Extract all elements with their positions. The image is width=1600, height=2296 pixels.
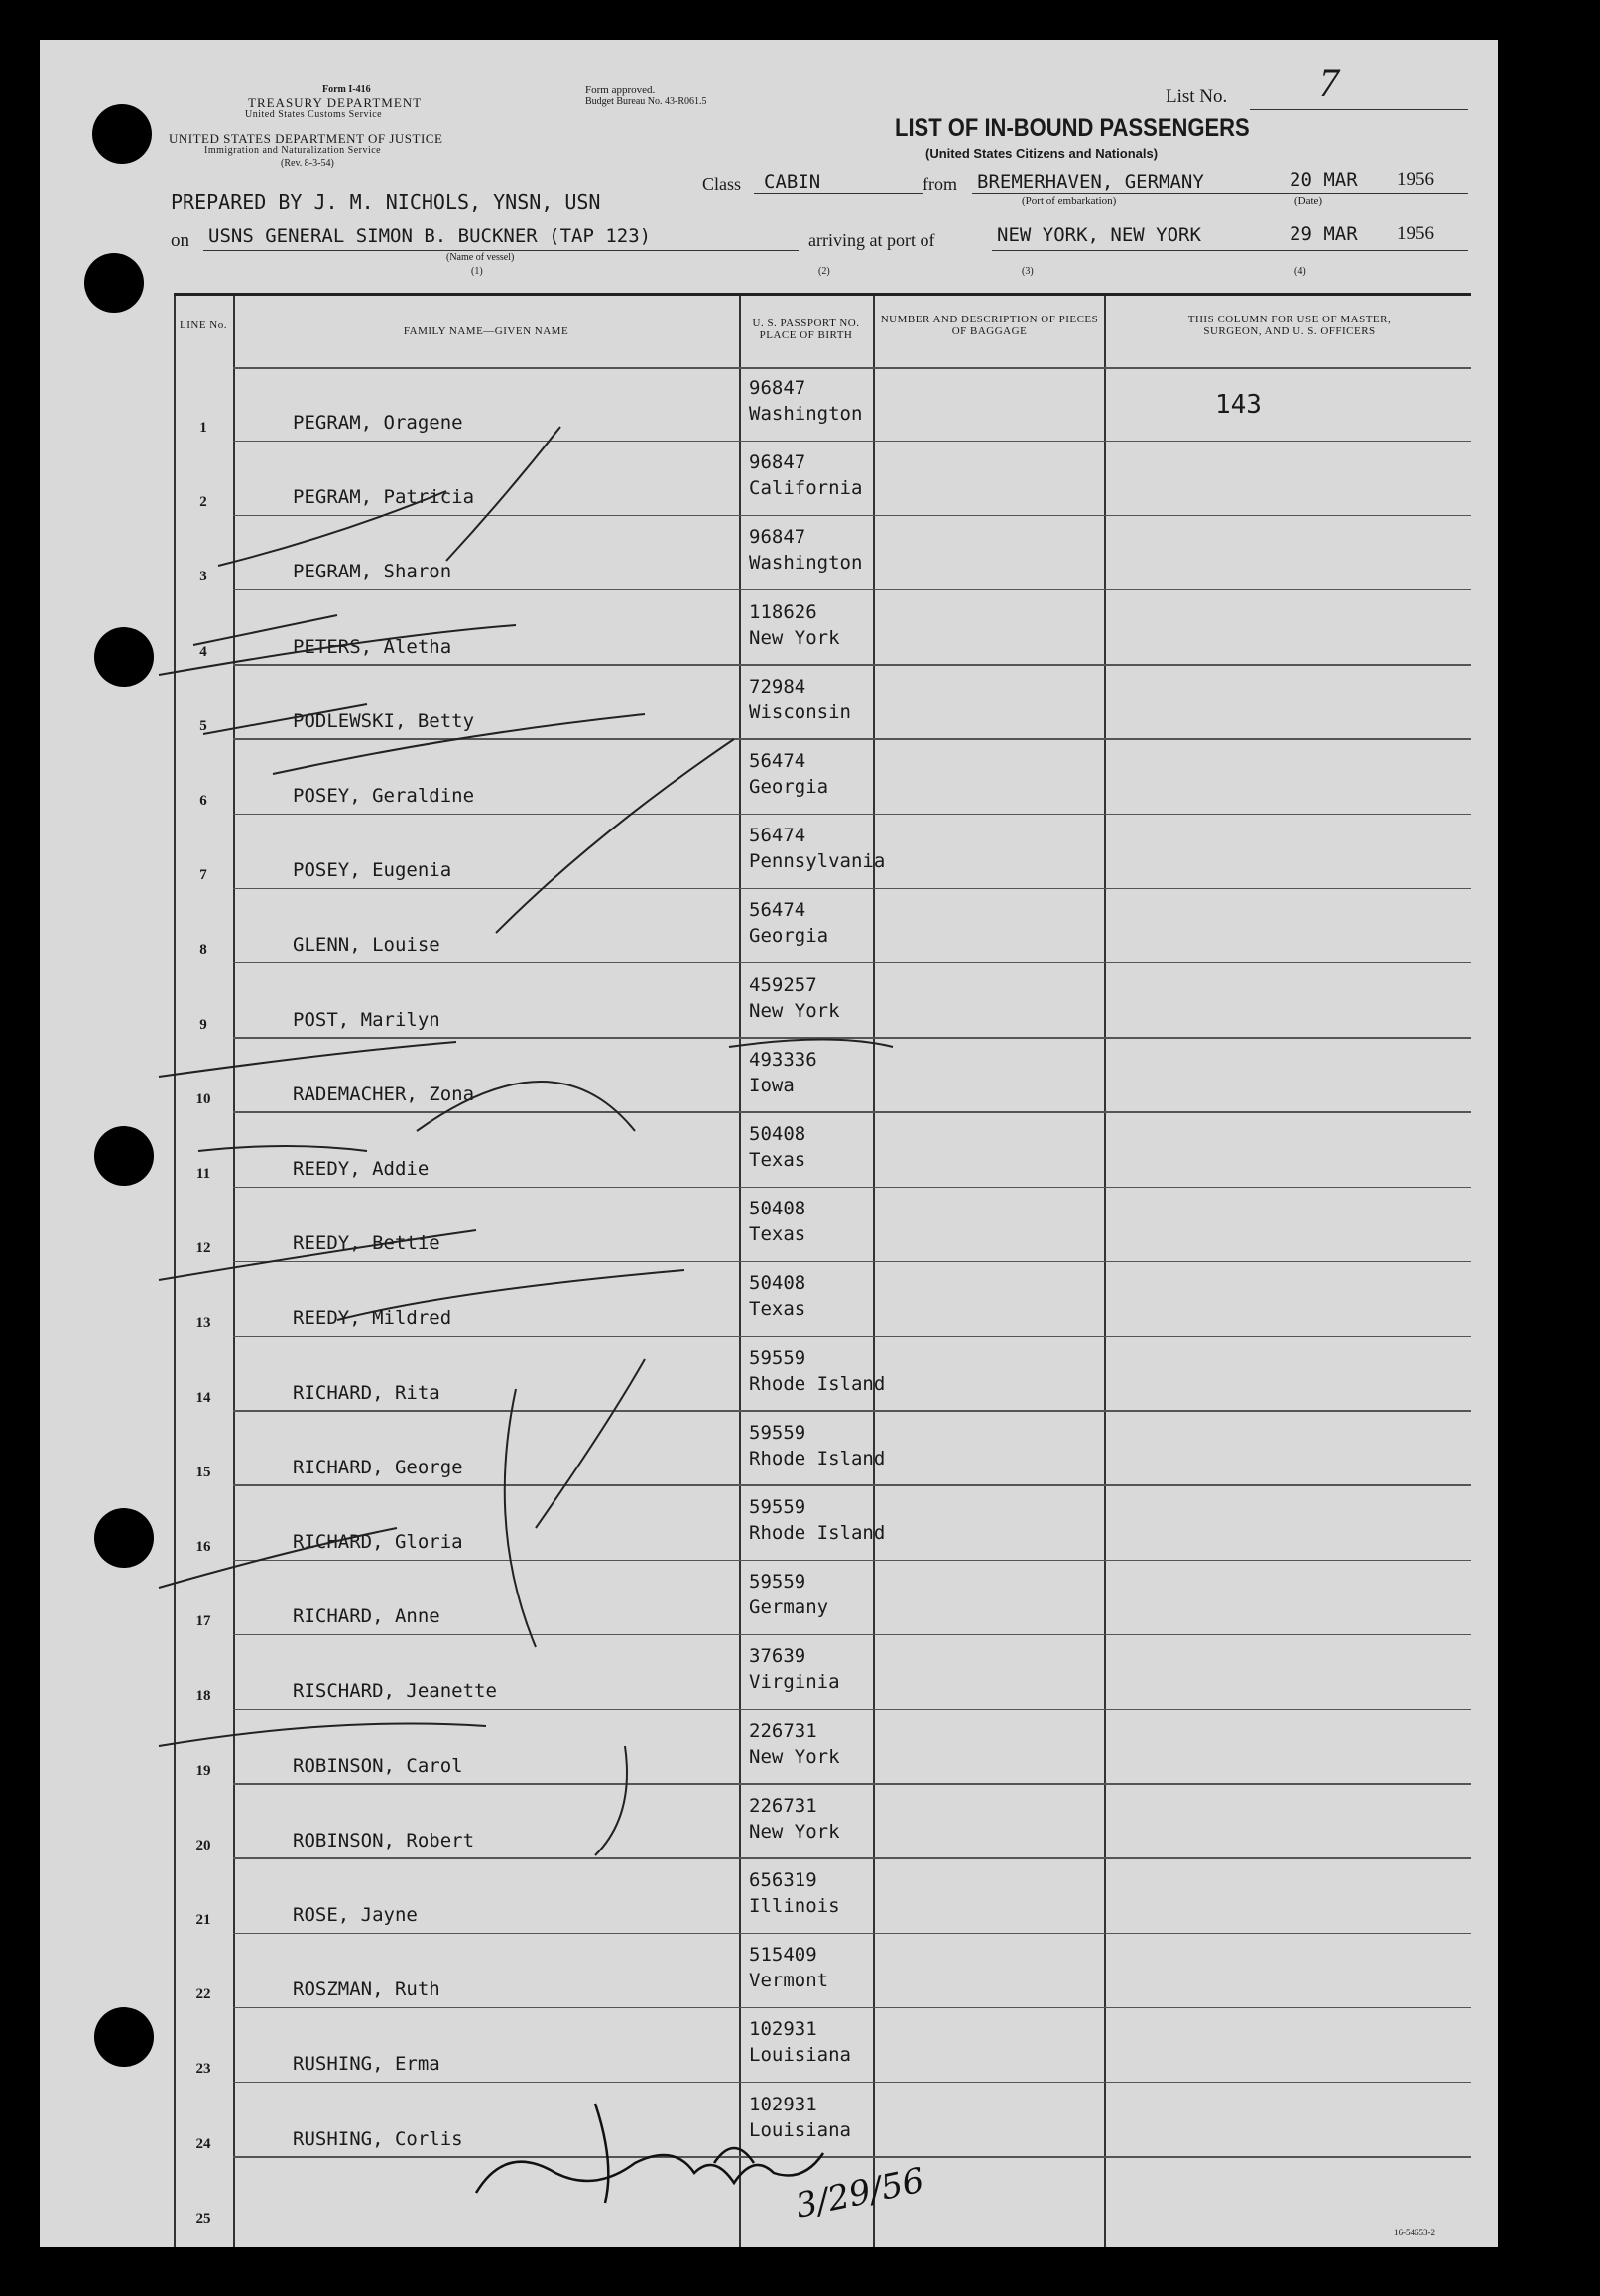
binder-hole (94, 1126, 154, 1186)
passenger-name: REEDY, Addie (293, 1158, 430, 1180)
passport-number: 59559 (749, 1421, 806, 1444)
table-row (174, 516, 1471, 590)
passport-number: 56474 (749, 750, 806, 772)
passenger-list-form (40, 40, 1498, 2247)
passport-number: 50408 (749, 1198, 806, 1220)
embarkation-caption: (Port of embarkation) (1022, 195, 1117, 207)
list-number: 7 (1319, 61, 1339, 105)
passport-cell (749, 897, 828, 949)
place-of-birth: Louisiana (749, 2118, 851, 2141)
passenger-name: RICHARD, Gloria (293, 1531, 463, 1553)
passenger-table (174, 293, 1471, 2247)
passport-cell (749, 1121, 805, 1173)
col-marker-1: (1) (471, 266, 483, 277)
passenger-name: RICHARD, George (293, 1456, 463, 1478)
footer-code: 16-54653-2 (1394, 2228, 1435, 2237)
line-number: 10 (195, 1090, 211, 1107)
place-of-birth: Rhode Island (749, 1372, 886, 1395)
passenger-name: PEGRAM, Oragene (293, 412, 463, 434)
binder-hole (92, 104, 152, 164)
passport-number: 59559 (749, 1571, 806, 1594)
from-label: from (923, 174, 957, 193)
line-number: 14 (195, 1389, 211, 1406)
table-row (174, 1785, 1471, 1859)
passport-number: 102931 (749, 2093, 817, 2115)
passport-cell (749, 674, 851, 725)
passport-number: 226731 (749, 1794, 817, 1817)
table-row (174, 1561, 1471, 1635)
place-of-birth: Texas (749, 1223, 806, 1246)
line-number: 25 (195, 2210, 211, 2227)
place-of-birth: Washington (749, 552, 863, 574)
departure-year: 1956 (1397, 169, 1434, 190)
place-of-birth: Texas (749, 1149, 806, 1171)
table-row (174, 1412, 1471, 1486)
passport-number: 656319 (749, 1869, 817, 1891)
prepared-by: PREPARED BY J. M. NICHOLS, YNSN, USN (171, 191, 601, 214)
list-no-label: List No. (1166, 86, 1228, 107)
line-number: 19 (195, 1762, 211, 1779)
immigration-service: Immigration and Naturalization Service (204, 145, 382, 156)
table-row (174, 815, 1471, 889)
place-of-birth: Georgia (749, 925, 829, 948)
port-of-embarkation: BREMERHAVEN, GERMANY (977, 171, 1204, 192)
passport-cell (749, 375, 862, 427)
form-subtitle: (United States Citizens and Nationals) (925, 146, 1159, 161)
line-number: 6 (199, 793, 207, 809)
binder-hole (94, 627, 154, 687)
place-of-birth: Georgia (749, 776, 829, 798)
col-header-name: FAMILY NAME—GIVEN NAME (403, 325, 569, 337)
place-of-birth: Illinois (749, 1895, 840, 1917)
passport-cell (749, 599, 840, 651)
passenger-name: PETERS, Aletha (293, 635, 452, 658)
line-number: 15 (195, 1464, 211, 1480)
passenger-name: RICHARD, Anne (293, 1605, 440, 1628)
passport-cell (749, 1867, 840, 1919)
line-number: 12 (195, 1240, 211, 1257)
passenger-name: ROBINSON, Carol (293, 1754, 463, 1777)
table-row (174, 889, 1471, 963)
vessel-name: USNS GENERAL SIMON B. BUCKNER (TAP 123) (208, 225, 652, 247)
class-value: CABIN (764, 171, 821, 192)
table-row (174, 1859, 1471, 1934)
line-number: 2 (199, 494, 207, 511)
col-header-line: LINE No. (180, 319, 227, 331)
passport-cell (749, 1196, 805, 1247)
arrival-date: 29 MAR (1290, 223, 1358, 245)
passport-number: 50408 (749, 1272, 806, 1295)
arrival-port: NEW YORK, NEW YORK (997, 224, 1201, 246)
place-of-birth: Pennsylvania (749, 850, 886, 873)
col-header-officers: THIS COLUMN FOR USE OF MASTER, SURGEON, AND U. S. OFFICERS (1187, 314, 1392, 337)
line-number: 3 (199, 569, 207, 585)
table-row (174, 964, 1471, 1039)
passport-number: 102931 (749, 2018, 817, 2041)
passport-number: 226731 (749, 1720, 817, 1742)
place-of-birth: Vermont (749, 1970, 829, 1992)
line-number: 24 (195, 2135, 211, 2152)
place-of-birth: Texas (749, 1298, 806, 1321)
passenger-name: POSEY, Geraldine (293, 785, 475, 807)
date-caption: (Date) (1294, 195, 1323, 207)
passport-number: 96847 (749, 377, 806, 399)
table-row (174, 740, 1471, 815)
passport-number: 56474 (749, 825, 806, 847)
place-of-birth: Rhode Island (749, 1447, 886, 1469)
line-number: 22 (195, 1986, 211, 2003)
place-of-birth: California (749, 477, 863, 500)
passport-cell (749, 1793, 840, 1845)
treasury-department: TREASURY DEPARTMENT (248, 95, 423, 110)
table-row (174, 591, 1471, 666)
passenger-name: PODLEWSKI, Betty (293, 709, 475, 732)
passport-cell (749, 1494, 885, 1546)
table-row (174, 1934, 1471, 2008)
line-number: 9 (199, 1016, 207, 1033)
line-number: 20 (195, 1837, 211, 1853)
passenger-name: RUSHING, Erma (293, 2053, 440, 2076)
arrival-year: 1956 (1397, 223, 1434, 244)
col-marker-3: (3) (1022, 266, 1034, 277)
passport-cell (749, 449, 862, 501)
passport-number: 96847 (749, 526, 806, 549)
passport-number: 96847 (749, 451, 806, 474)
arriving-label: arriving at port of (808, 230, 935, 250)
passport-number: 50408 (749, 1123, 806, 1145)
col-header-baggage: NUMBER AND DESCRIPTION OF PIECES OF BAGGAGE (880, 314, 1099, 337)
passenger-name: GLENN, Louise (293, 934, 440, 957)
table-row (174, 666, 1471, 740)
table-row (174, 2084, 1471, 2158)
line-number: 11 (195, 1166, 211, 1182)
table-row (174, 367, 1471, 442)
place-of-birth: Louisiana (749, 2044, 851, 2067)
passenger-name: RICHARD, Rita (293, 1381, 440, 1404)
passport-cell (749, 1047, 817, 1098)
col-header-passport: U. S. PASSPORT NO. PLACE OF BIRTH (752, 318, 860, 341)
place-of-birth: New York (749, 626, 840, 649)
passport-number: 459257 (749, 973, 817, 996)
passport-cell (749, 1942, 828, 1993)
line-number: 17 (195, 1613, 211, 1630)
table-row (174, 1113, 1471, 1188)
passenger-name: RADEMACHER, Zona (293, 1083, 475, 1105)
table-row (174, 1338, 1471, 1412)
table-row (174, 1039, 1471, 1113)
binder-hole (84, 253, 144, 313)
justice-department: UNITED STATES DEPARTMENT OF JUSTICE (169, 131, 443, 146)
table-row (174, 1486, 1471, 1561)
place-of-birth: Wisconsin (749, 701, 851, 723)
table-row (174, 1262, 1471, 1337)
passport-number: 493336 (749, 1048, 817, 1071)
passenger-name: PEGRAM, Sharon (293, 561, 452, 583)
passport-cell (749, 1643, 840, 1695)
passenger-name: REEDY, Bettie (293, 1232, 440, 1255)
class-label: Class (702, 174, 742, 193)
place-of-birth: Virginia (749, 1671, 840, 1694)
table-row (174, 1711, 1471, 1785)
table-row (174, 442, 1471, 516)
line-number: 7 (199, 867, 207, 884)
officer-note: 143 (1215, 390, 1262, 420)
passenger-name: POSEY, Eugenia (293, 859, 452, 882)
passport-cell (749, 1270, 805, 1322)
place-of-birth: New York (749, 999, 840, 1022)
passport-number: 59559 (749, 1346, 806, 1369)
passenger-name: PEGRAM, Patricia (293, 486, 475, 509)
passenger-name: POST, Marilyn (293, 1008, 440, 1031)
line-number: 16 (195, 1539, 211, 1555)
place-of-birth: New York (749, 1745, 840, 1768)
passport-cell (749, 1420, 885, 1471)
on-label: on (171, 230, 189, 251)
place-of-birth: Washington (749, 403, 863, 425)
passenger-name: ROSZMAN, Ruth (293, 1978, 440, 2001)
line-number: 18 (195, 1688, 211, 1705)
passport-number: 118626 (749, 600, 817, 623)
form-number: Form I-416 (322, 84, 371, 95)
passenger-name: ROSE, Jayne (293, 1904, 418, 1926)
form-revision: (Rev. 8-3-54) (281, 158, 334, 169)
line-number: 5 (199, 717, 207, 734)
signature-date: 3/29/56 (792, 2160, 928, 2227)
budget-bureau: Budget Bureau No. 43-R061.5 (585, 96, 707, 107)
passport-number: 59559 (749, 1496, 806, 1518)
table-row (174, 1188, 1471, 1262)
passport-cell (749, 1719, 840, 1770)
line-number: 13 (195, 1315, 211, 1332)
departure-date: 20 MAR (1290, 169, 1358, 191)
passport-number: 37639 (749, 1645, 806, 1668)
passenger-name: REEDY, Mildred (293, 1307, 452, 1330)
place-of-birth: Iowa (749, 1074, 795, 1096)
passport-cell (749, 823, 885, 874)
col-marker-2: (2) (818, 266, 830, 277)
table-row (174, 1635, 1471, 1710)
passport-cell (749, 1345, 885, 1397)
passport-cell (749, 2092, 851, 2143)
line-number: 4 (199, 643, 207, 660)
passport-number: 515409 (749, 1944, 817, 1967)
passport-number: 72984 (749, 675, 806, 698)
place-of-birth: Germany (749, 1596, 829, 1619)
table-row (174, 2158, 1471, 2232)
binder-hole (94, 1508, 154, 1568)
passenger-name: ROBINSON, Robert (293, 1829, 475, 1851)
passport-cell (749, 748, 828, 800)
col-marker-4: (4) (1294, 266, 1306, 277)
place-of-birth: New York (749, 1820, 840, 1843)
line-number: 21 (195, 1912, 211, 1928)
passport-cell (749, 1569, 828, 1620)
passenger-name: RUSHING, Corlis (293, 2127, 463, 2150)
vessel-caption: (Name of vessel) (446, 252, 515, 263)
line-number: 8 (199, 942, 207, 958)
passenger-name: RISCHARD, Jeanette (293, 1680, 497, 1703)
customs-service: United States Customs Service (245, 109, 383, 120)
table-row (174, 2008, 1471, 2083)
passport-cell (749, 972, 840, 1024)
passport-cell (749, 524, 862, 575)
passport-number: 56474 (749, 899, 806, 922)
passport-cell (749, 2016, 851, 2068)
place-of-birth: Rhode Island (749, 1522, 886, 1544)
line-number: 1 (199, 420, 207, 436)
form-approved: Form approved. (585, 84, 656, 96)
line-number: 23 (195, 2061, 211, 2078)
form-title: LIST OF IN-BOUND PASSENGERS (895, 114, 1250, 142)
binder-hole (94, 2007, 154, 2067)
